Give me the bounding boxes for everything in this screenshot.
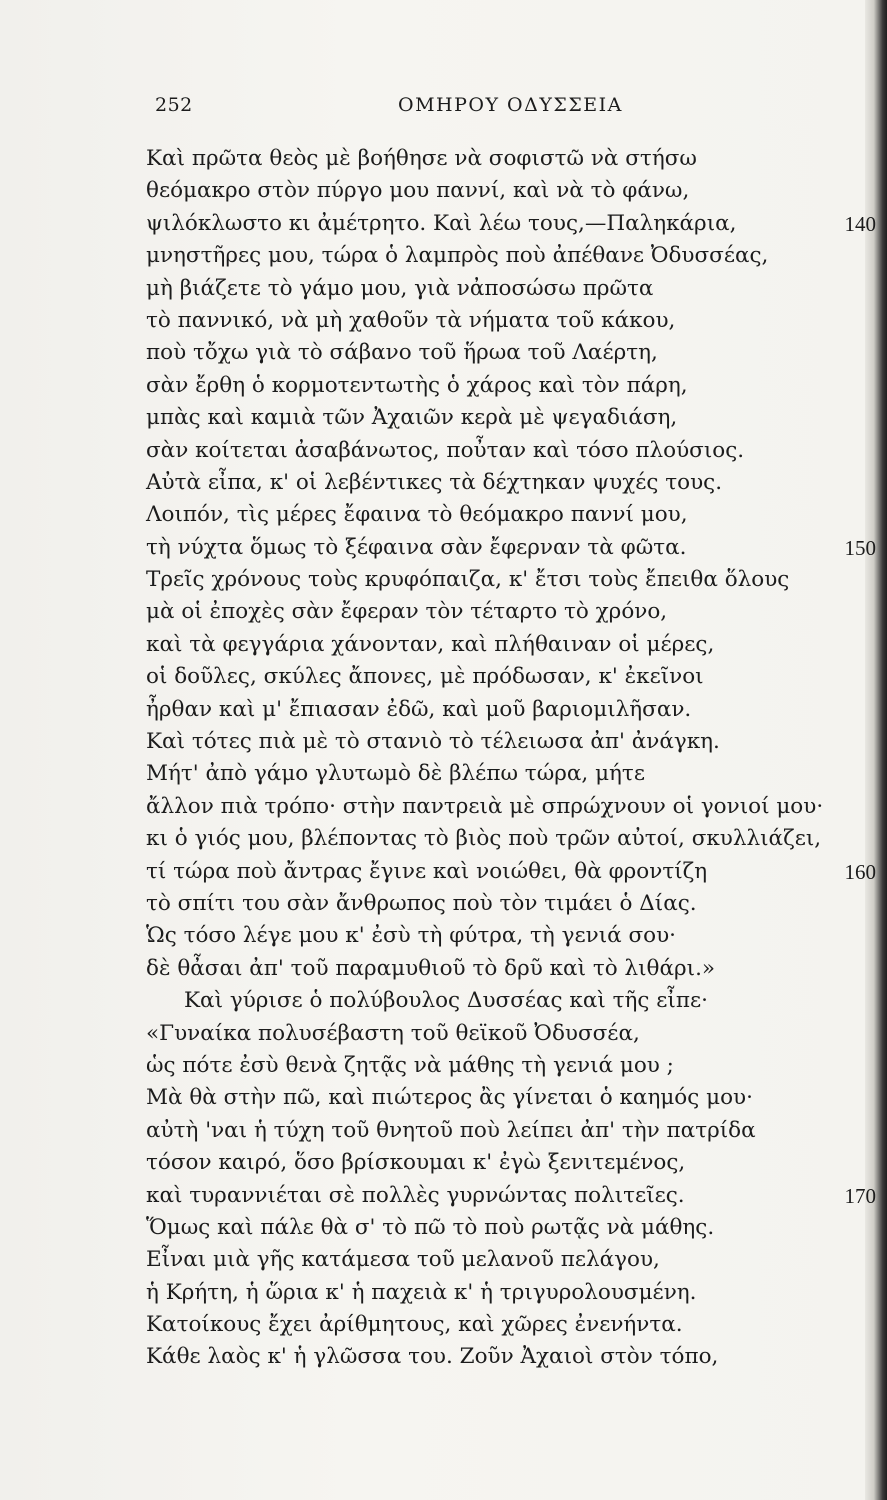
verse-line	[0, 1244, 887, 1276]
verse-line	[0, 1309, 887, 1341]
verse-line	[0, 1180, 887, 1212]
verse-line	[0, 1341, 887, 1373]
verse-line	[0, 823, 887, 855]
running-title: ΟΜΗΡΟΥ ΟΔΥΣΣΕΙΑ	[398, 94, 623, 116]
verse-line	[0, 564, 887, 596]
verse-line	[0, 175, 887, 207]
verse-line	[0, 1212, 887, 1244]
verse-line-text: Ὡς τόσο λέγε μου κ' ἐσὺ τὴ φύτρα, τὴ γενιά σου·	[146, 923, 677, 949]
verse-line-text: σὰν κοίτεται ἀσαβάνωτος, ποὖταν καὶ τόσο πλούσιος.	[146, 437, 745, 463]
verse-line-text: Καὶ πρῶτα θεὸς μὲ βοήθησε νὰ σοφιστῶ νὰ στήσω	[146, 146, 697, 171]
verse-line-text: τὴ νύχτα ὅμως τὸ ξέφαινα σὰν ἔφερναν τὰ φῶτα.	[146, 534, 687, 560]
verse-line-text: Καὶ τότες πιὰ μὲ τὸ στανιὸ τὸ τέλειωσα ἀπ' ἀνάγκη.	[146, 729, 720, 755]
verse-line-text: τί τώρα ποὺ ἄντρας ἔγινε καὶ νοιώθει, θὰ φροντίζη	[146, 858, 708, 884]
verse-line-text: Τρεῖς χρόνους τοὺς κρυφόπαιζα, κ' ἔτσι τοὺς ἔπειθα ὅλους	[146, 567, 790, 593]
verse-line	[0, 208, 887, 240]
verse-line-text: Εἶναι μιὰ γῆς κατάμεσα τοῦ μελανοῦ πελάγου,	[146, 1247, 660, 1273]
verse-line-text: Ὅμως καὶ πάλε θὰ σ' τὸ πῶ τὸ ποὺ ρωτᾷς νὰ μάθης.	[146, 1214, 715, 1240]
verse-line-text: τὸ παννικό, νὰ μὴ χαθοῦν τὰ νήματα τοῦ κάκου,	[146, 307, 676, 333]
verse-line-text: αὐτὴ 'ναι ἡ τύχη τοῦ θνητοῦ ποὺ λείπει ἀπ' τὴν πατρίδα	[146, 1117, 756, 1143]
verse-line	[0, 888, 887, 920]
verse-line	[0, 273, 887, 305]
verse-line-text: μπὰς καὶ καμιὰ τῶν Ἀχαιῶν κερὰ μὲ ψεγαδιάση,	[146, 405, 678, 431]
verse-line	[0, 435, 887, 467]
line-number: 140	[844, 211, 876, 236]
verse-line-text: ἄλλον πιὰ τρόπο· στὴν παντρειὰ μὲ σπρώχνουν οἱ γονιοί μου·	[146, 793, 824, 819]
verse-line	[0, 402, 887, 434]
verse-line-text: Κάθε λαὸς κ' ἡ γλῶσσα του. Ζοῦν Ἀχαιοὶ στὸν τόπο,	[146, 1344, 719, 1370]
verse-line	[0, 240, 887, 272]
verse-line	[0, 467, 887, 499]
verse-line-text: ἡ Κρήτη, ἡ ὥρια κ' ἡ παχειὰ κ' ἡ τριγυρολουσμένη.	[146, 1279, 697, 1305]
verse-line	[0, 1050, 887, 1082]
verse-line-text: ψιλόκλωστο κι ἀμέτρητο. Καὶ λέω τους,—Παληκάρια,	[146, 210, 737, 236]
verse-line-text: μὰ οἱ ἐποχὲς σὰν ἔφεραν τὸν τέταρτο τὸ χρόνο,	[146, 599, 668, 625]
verse-line	[0, 758, 887, 790]
verse-text	[0, 143, 887, 1374]
verse-line	[0, 596, 887, 628]
verse-line	[0, 370, 887, 402]
verse-line	[0, 1115, 887, 1147]
verse-line-text: Αὐτὰ εἶπα, κ' οἱ λεβέντικες τὰ δέχτηκαν ψυχές τους.	[146, 469, 723, 495]
verse-line	[0, 532, 887, 564]
verse-line	[0, 661, 887, 693]
verse-line	[0, 920, 887, 952]
verse-line	[0, 1147, 887, 1179]
verse-line-text: θεόμακρο στὸν πύργο μου παννί, καὶ νὰ τὸ φάνω,	[146, 178, 690, 204]
verse-line-text: ποὺ τὄχω γιὰ τὸ σάβανο τοῦ ἥρωα τοῦ Λαέρτη,	[146, 340, 658, 366]
verse-line-text: Καὶ γύρισε ὁ πολύβουλος Δυσσέας καὶ τῆς εἶπε·	[184, 988, 708, 1014]
verse-line-text: κι ὁ γιός μου, βλέποντας τὸ βιὸς ποὺ τρῶν αὐτοί, σκυλλιάζει,	[146, 826, 822, 852]
verse-line-text: «Γυναίκα πολυσέβαστη τοῦ θεϊκοῦ Ὀδυσσέα,	[146, 1020, 640, 1046]
verse-line-text: καὶ τυραννιέται σὲ πολλὲς γυρνώντας πολιτεῖες.	[146, 1182, 685, 1208]
verse-line-text: καὶ τὰ φεγγάρια χάνονταν, καὶ πλήθαιναν οἱ μέρες,	[146, 631, 715, 657]
line-number: 170	[844, 1183, 876, 1208]
verse-line	[0, 1277, 887, 1309]
verse-line-text: τὸ σπίτι του σὰν ἄνθρωπος ποὺ τὸν τιμάει ὁ Δίας.	[146, 890, 697, 916]
verse-line	[0, 985, 887, 1017]
page-number: 252	[155, 94, 193, 116]
verse-line	[0, 1082, 887, 1114]
verse-line-text: μὴ βιάζετε τὸ γάμο μου, γιὰ νἀποσώσω πρῶτα	[146, 275, 654, 301]
verse-line-text: οἱ δοῦλες, σκύλες ἄπονες, μὲ πρόδωσαν, κ' ἐκεῖνοι	[146, 664, 704, 690]
line-number: 150	[844, 535, 876, 560]
verse-line-text: σὰν ἔρθη ὁ κορμοτεντωτὴς ὁ χάρος καὶ τὸν πάρη,	[146, 372, 688, 398]
verse-line	[0, 856, 887, 888]
verse-line-text: ἦρθαν καὶ μ' ἔπιασαν ἐδῶ, καὶ μοῦ βαριομιλῆσαν.	[146, 696, 692, 722]
verse-line	[0, 1018, 887, 1050]
verse-line	[0, 143, 887, 175]
page-header	[0, 86, 887, 126]
verse-line	[0, 305, 887, 337]
verse-line	[0, 337, 887, 369]
verse-line-text: Κατοίκους ἔχει ἀρίθμητους, καὶ χῶρες ἐνενήντα.	[146, 1312, 683, 1338]
line-number: 160	[844, 859, 876, 884]
verse-line	[0, 694, 887, 726]
verse-line	[0, 726, 887, 758]
verse-line-text: Μὰ θὰ στὴν πῶ, καὶ πιώτερος ἂς γίνεται ὁ καημός μου·	[146, 1085, 753, 1111]
verse-line	[0, 953, 887, 985]
verse-line-text: δὲ θἆσαι ἀπ' τοῦ παραμυθιοῦ τὸ δρῦ καὶ τὸ λιθάρι.»	[146, 955, 716, 981]
verse-line-text: μνηστῆρες μου, τώρα ὁ λαμπρὸς ποὺ ἀπέθανε Ὀδυσσέας,	[146, 243, 769, 269]
verse-line	[0, 629, 887, 661]
verse-line-text: ὡς πότε ἐσὺ θενὰ ζητᾷς νὰ μάθης τὴ γενιά μου ;	[146, 1052, 674, 1078]
verse-line-text: Μήτ' ἀπὸ γάμο γλυτωμὸ δὲ βλέπω τώρα, μήτε	[146, 761, 645, 787]
verse-line	[0, 499, 887, 531]
verse-line	[0, 791, 887, 823]
verse-line-text: τόσον καιρό, ὅσο βρίσκουμαι κ' ἐγὼ ξενιτεμένος,	[146, 1150, 686, 1176]
verse-line-text: Λοιπόν, τὶς μέρες ἔφαινα τὸ θεόμακρο παννί μου,	[146, 502, 688, 528]
